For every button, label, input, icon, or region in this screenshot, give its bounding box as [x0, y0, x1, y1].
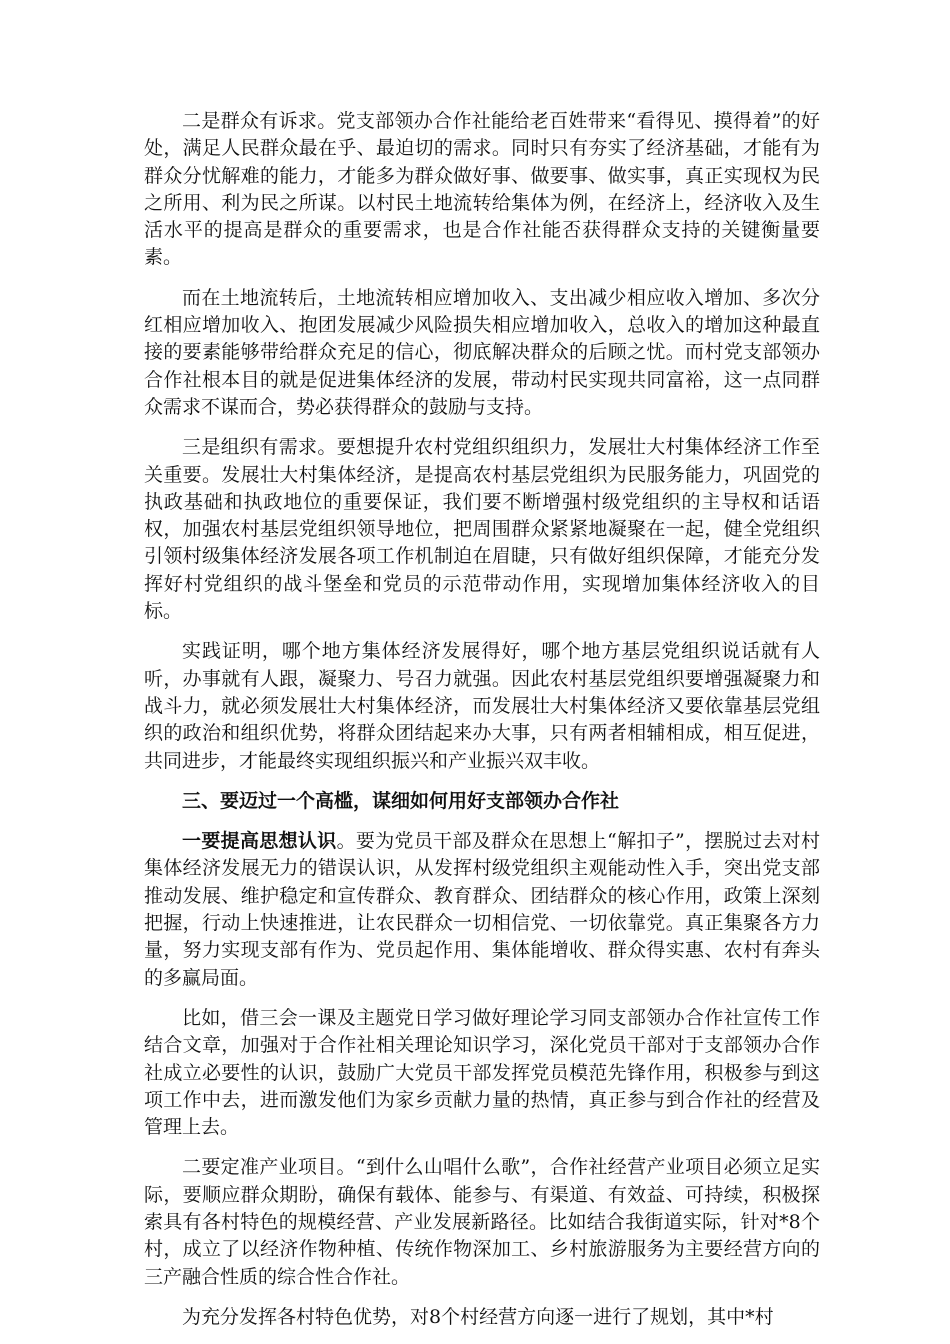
paragraph-land-transfer: 而在土地流转后，土地流转相应增加收入、支出减少相应收入增加、多次分红相应增加收入、抱团发展减少风险损失相应增加收入，总收入的增加这种最直接的要素能够带给群众充足的信心，彻底解决群众的后顾之忧。而村党支部领办合作社根本目的就是促进集体经济的发展，带动村民实现共同富裕，这一点同群众需求不谋而合，势必获得群众的鼓励与支持。 — [144, 286, 820, 418]
paragraph-body-text: 。要为党员干部及群众在思想上“解扣子”，摆脱过去对村集体经济发展无力的错误认识，从发挥村级党组织主观能动性入手，突出党支部推动发展、维护稳定和宣传群众、教育群众、团结群众的核心作用，政策上深刻把握，行动上快速推进，让农民群众一切相信党、一切依靠党。真正集聚各方力量，努力实现支部有作为、党员起作用、集体能增收、群众得实惠、农村有奔头的多赢局面。 — [144, 830, 820, 989]
paragraph-industry-project: 二要定准产业项目。“到什么山唱什么歌”，合作社经营产业项目必须立足实际，要顺应群众期盼，确保有载体、能参与、有渠道、有效益、可持续，积极探索具有各村特色的规模经营、产业发展新路径。比如结合我街道实际，针对*8个村，成立了以经济作物种植、传统作物深加工、乡村旅游服务为主要经营方向的三产融合性质的综合性合作社。 — [144, 1156, 820, 1288]
paragraph-practice-proves: 实践证明，哪个地方集体经济发展得好，哪个地方基层党组织说话就有人听，办事就有人跟，凝聚力、号召力就强。因此农村基层党组织要增强凝聚力和战斗力，就必须发展壮大村集体经济，而发展壮大村集体经济又要依靠基层党组织的政治和组织优势，将群众团结起来办大事，只有两者相辅相成，相互促进，共同进步，才能最终实现组织振兴和产业振兴双丰收。 — [144, 640, 820, 772]
paragraph-example-study: 比如，借三会一课及主题党日学习做好理论学习同支部领办合作社宣传工作结合文章，加强对于合作社相关理论知识学习，深化党员干部对于支部领办合作社成立必要性的认识，鼓励广大党员干部发挥党员模范先锋作用，积极参与到这项工作中去，进而激发他们为家乡贡献力量的热情，真正参与到合作社的经营及管理上去。 — [144, 1006, 820, 1139]
paragraph-village-planning: 为充分发挥各村特色优势，对8个村经营方向逐一进行了规划，其中*村 — [182, 1305, 774, 1328]
paragraph-mass-demand: 二是群众有诉求。党支部领办合作社能给老百姓带来“看得见、摸得着”的好处，满足人民群众最在乎、最迫切的需求。同时只有夯实了经济基础，才能有为群众分忧解难的能力，才能多为群众做好事、做要事、做实事，真正实现权为民之所用、利为民之所谋。以村民土地流转给集体为例，在经济上，经济收入及生活水平的提高是群众的重要需求，也是合作社能否获得群众支持的关键衡量要素。 — [144, 110, 820, 269]
paragraph-improve-thinking — [144, 828, 820, 992]
paragraph-organization-demand: 三是组织有需求。要想提升农村党组织组织力，发展壮大村集体经济工作至关重要。发展壮大村集体经济，是提高农村基层党组织为民服务能力，巩固党的执政基础和执政地位的重要保证，我们要不断增强村级党组织的主导权和话语权，加强农村基层党组织领导地位，把周围群众紧紧地凝聚在一起，健全党组织引领村级集体经济发展各项工作机制迫在眉睫，只有做好组织保障，才能充分发挥好村党组织的战斗堡垒和党员的示范带动作用，实现增加集体经济收入的目标。 — [144, 436, 820, 623]
document-body — [144, 108, 820, 1344]
section-heading: 三、要迈过一个高槛，谋细如何用好支部领办合作社 — [182, 789, 620, 812]
paragraph-lead-text: 一要提高思想认识 — [182, 830, 337, 853]
